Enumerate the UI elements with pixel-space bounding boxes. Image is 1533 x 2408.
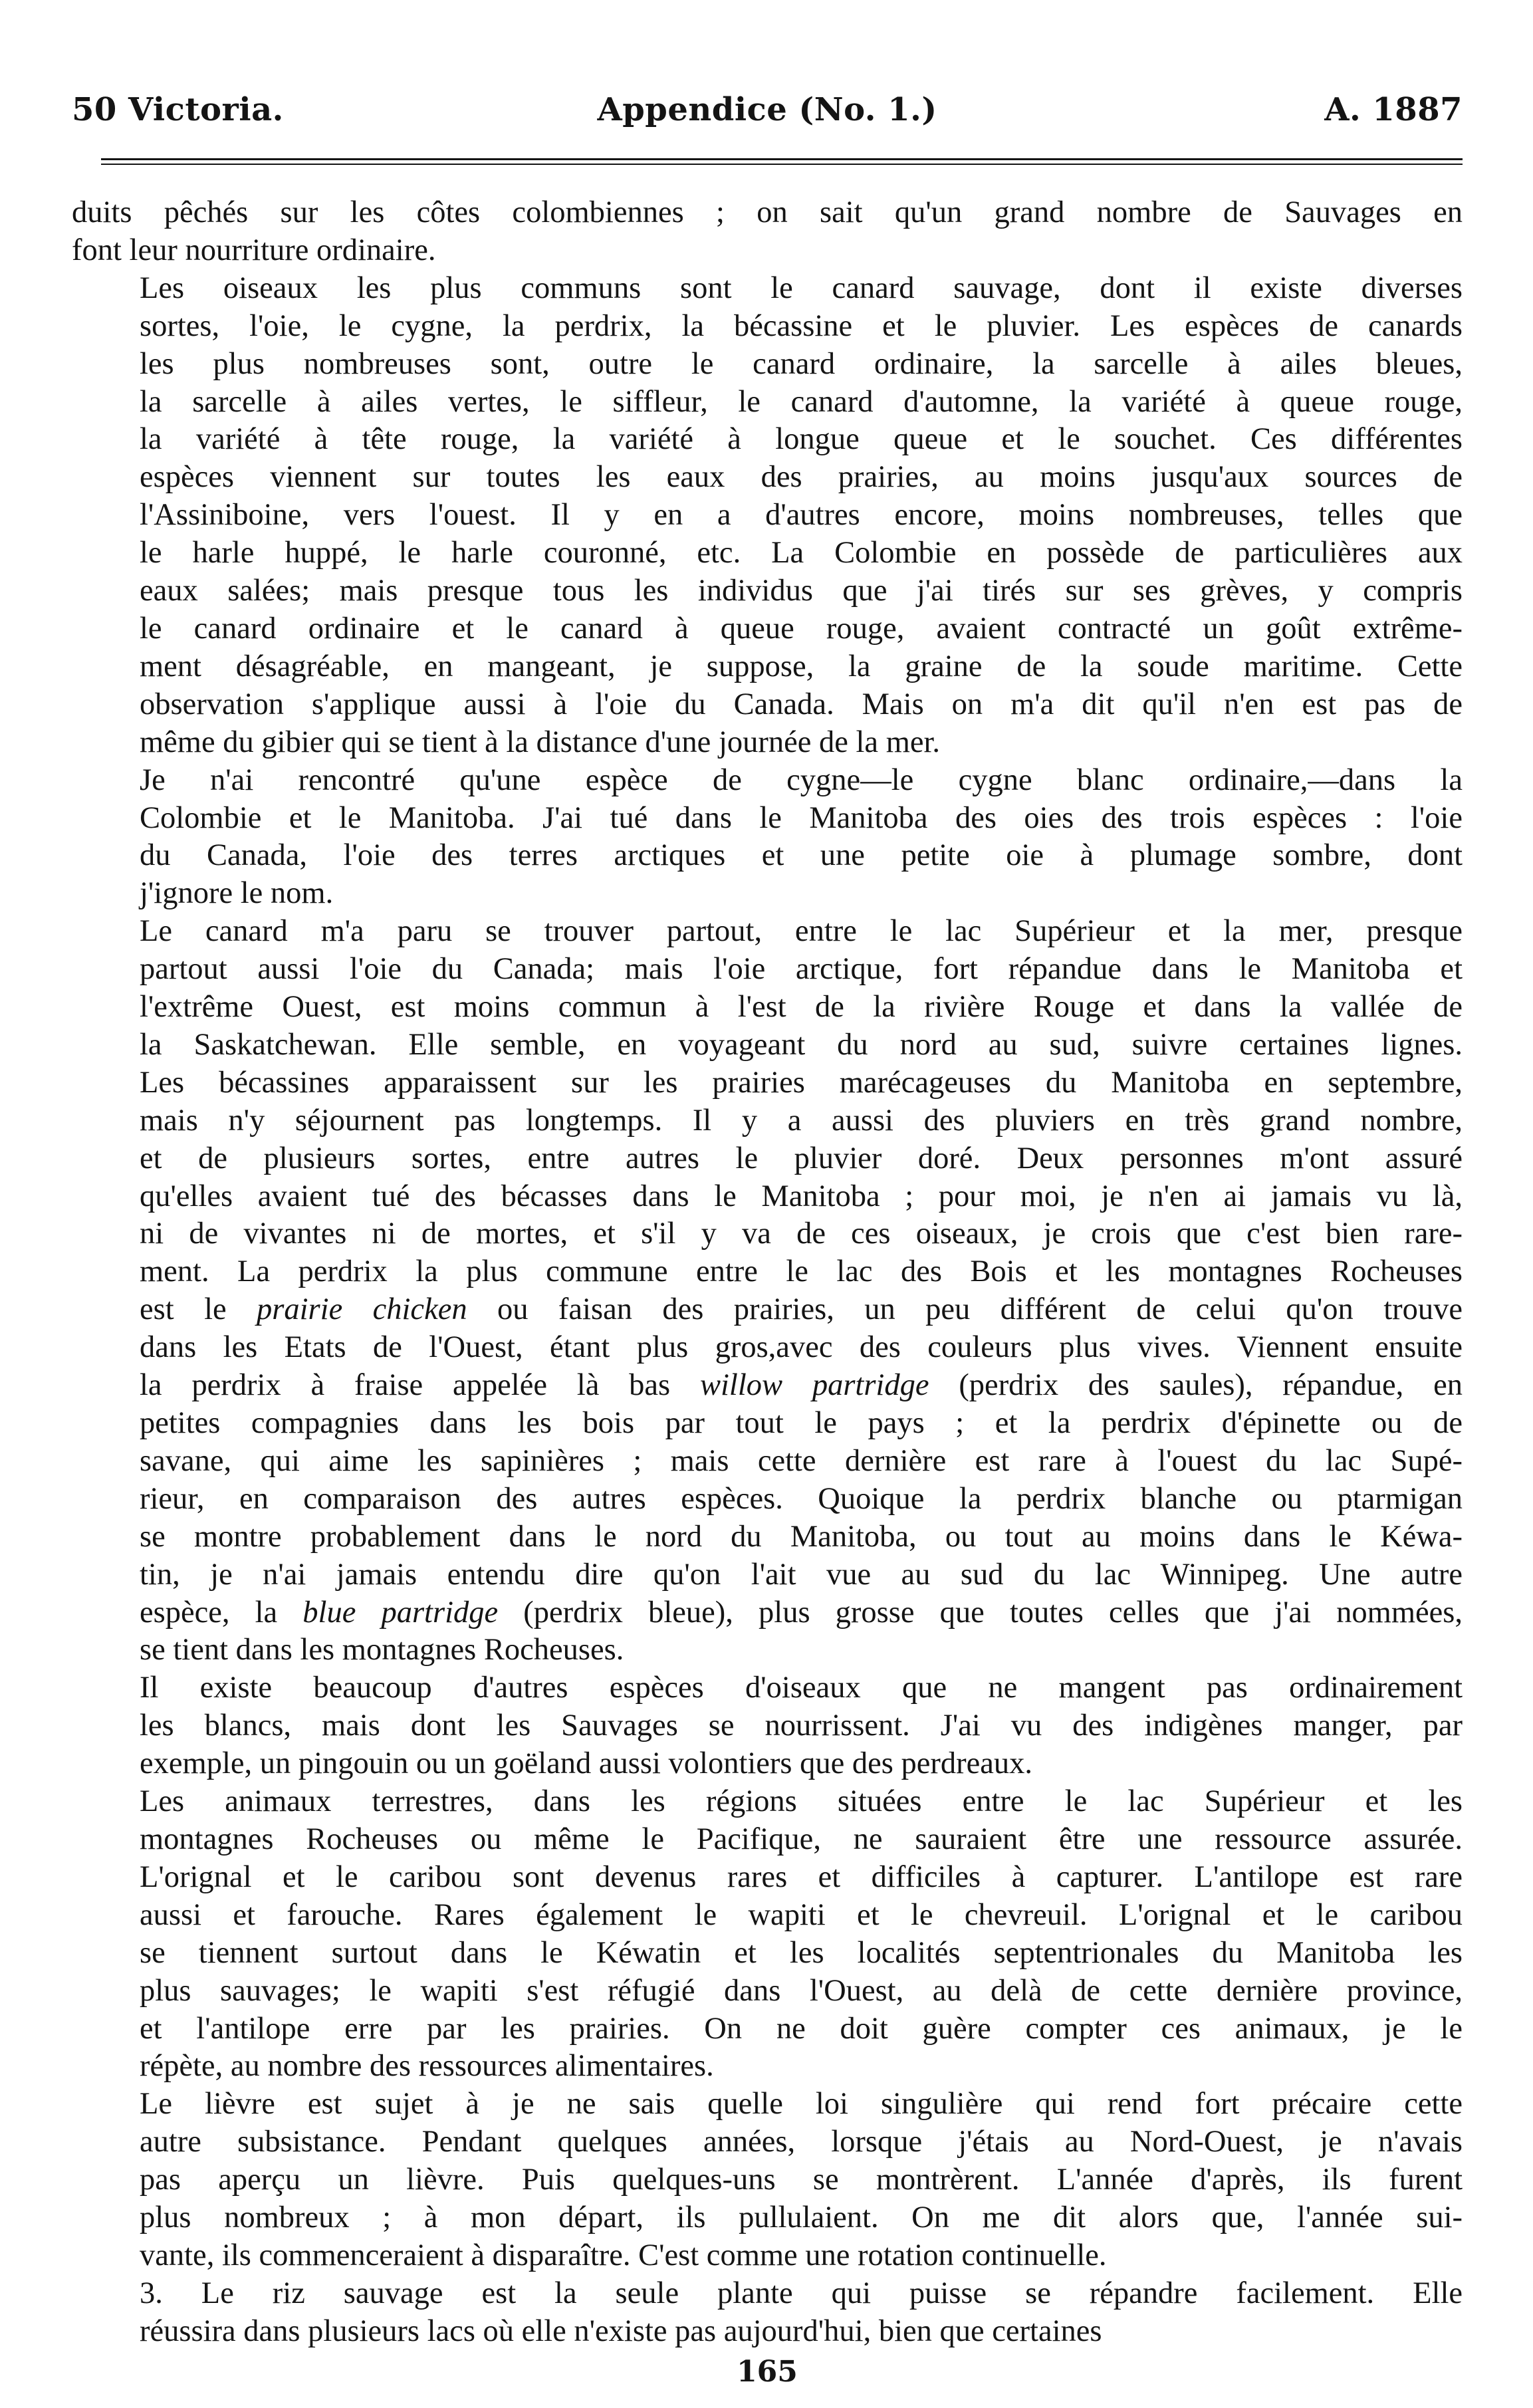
text-line: ni de vivantes ni de mortes, et s'il y va de ces oiseaux, je crois que c'est bien rare- (140, 1217, 1463, 1251)
paragraph (72, 270, 1463, 762)
header-rule (101, 158, 1463, 165)
running-header (72, 80, 1463, 140)
text-line: se tient dans les montagnes Rocheuses. (140, 1633, 624, 1667)
text-line: Les bécassines apparaissent sur les prairies marécageuses du Manitoba en septembre, (140, 1065, 1463, 1100)
text-line: 3. Le riz sauvage est la seule plante qui puisse se répandre facilement. Elle (140, 2276, 1463, 2310)
text-line: qu'elles avaient tué des bécasses dans le Manitoba ; pour moi, je n'en ai jamais vu là, (140, 1179, 1463, 1213)
text-line: réussira dans plusieurs lacs où elle n'existe pas aujourd'hui, bien que certaines (140, 2314, 1102, 2348)
text-line: l'Assiniboine, vers l'ouest. Il y en a d'autres encore, moins nombreuses, telles que (140, 498, 1463, 533)
text-line: espèces viennent sur toutes les eaux des prairies, au moins jusqu'aux sources de (140, 460, 1463, 495)
text-line: et de plusieurs sortes, entre autres le pluvier doré. Deux personnes m'ont assuré (140, 1141, 1463, 1175)
text-line: partout aussi l'oie du Canada; mais l'oie arctique, fort répandue dans le Manitoba et (140, 952, 1463, 987)
text-line: du Canada, l'oie des terres arctiques et une petite oie à plumage sombre, dont (140, 838, 1463, 873)
text-line: Je n'ai rencontré qu'une espèce de cygne—le cygne blanc ordinaire,—dans la (140, 763, 1463, 797)
paragraph (72, 1669, 1463, 1783)
text-line: plus nombreux ; à mon départ, ils pullulaient. On me dit alors que, l'année sui- (140, 2201, 1463, 2235)
text-line: espèce, la blue partridge (perdrix bleue), plus grosse que toutes celles que j'ai nommées, (140, 1595, 1463, 1629)
text-line: L'orignal et le caribou sont devenus rares et difficiles à capturer. L'antilope est rare (140, 1860, 1463, 1894)
text-line: duits pêchés sur les côtes colombiennes ; on sait qu'un grand nombre de Sauvages en (72, 195, 1463, 229)
body-text (72, 194, 1463, 2351)
text-line: la perdrix à fraise appelée là bas willow partridge (perdrix des saules), répandue, en (140, 1368, 1463, 1403)
text-line: mais n'y séjournent pas longtemps. Il y a aussi des pluviers en très grand nombre, (140, 1103, 1463, 1138)
text-line: Il existe beaucoup d'autres espèces d'oiseaux que ne mangent pas ordinairement (140, 1671, 1463, 1705)
text-line: Le lièvre est sujet à je ne sais quelle loi singulière qui rend fort précaire cette (140, 2087, 1463, 2121)
text-line: se montre probablement dans le nord du Manitoba, ou tout au moins dans le Kéwa- (140, 1519, 1463, 1554)
paragraph (72, 1783, 1463, 2086)
text-line: même du gibier qui se tient à la distance d'une journée de la mer. (140, 725, 941, 759)
paragraph (72, 194, 1463, 270)
text-line: aussi et farouche. Rares également le wapiti et le chevreuil. L'orignal et le caribou (140, 1897, 1463, 1932)
text-line: petites compagnies dans les bois par tout le pays ; et la perdrix d'épinette ou de (140, 1406, 1463, 1440)
text-line: Les animaux terrestres, dans les régions situées entre le lac Supérieur et les (140, 1784, 1463, 1819)
text-line: Le canard m'a paru se trouver partout, entre le lac Supérieur et la mer, presque (140, 914, 1463, 949)
text-line: savane, qui aime les sapinières ; mais cette dernière est rare à l'ouest du lac Supé- (140, 1443, 1463, 1478)
text-line: et l'antilope erre par les prairies. On ne doit guère compter ces animaux, je le (140, 2011, 1463, 2046)
header-appendix: Appendice (No. 1.) (597, 91, 937, 128)
paragraph (72, 762, 1463, 913)
header-session: 50 Victoria. (72, 91, 284, 128)
paragraph (72, 2275, 1463, 2351)
text-line: les plus nombreuses sont, outre le canard ordinaire, la sarcelle à ailes bleues, (140, 346, 1463, 381)
text-line: eaux salées; mais presque tous les individus que j'ai tirés sur ses grèves, y compris (140, 574, 1463, 608)
text-line: j'ignore le nom. (140, 876, 334, 911)
text-line: répète, au nombre des ressources alimentaires. (140, 2049, 714, 2084)
text-line: font leur nourriture ordinaire. (72, 233, 436, 267)
paragraph (72, 913, 1463, 1669)
text-line: ment désagréable, en mangeant, je suppose, la graine de la soude maritime. Cette (140, 649, 1463, 683)
text-line: autre subsistance. Pendant quelques années, lorsque j'étais au Nord-Ouest, je n'avais (140, 2125, 1463, 2159)
text-line: ment. La perdrix la plus commune entre le lac des Bois et les montagnes Rocheuses (140, 1255, 1463, 1289)
page-number: 165 (737, 2354, 798, 2389)
text-line: la variété à tête rouge, la variété à longue queue et le souchet. Ces différentes (140, 422, 1463, 457)
text-line: rieur, en comparaison des autres espèces. Quoique la perdrix blanche ou ptarmigan (140, 1481, 1463, 1516)
text-line: le canard ordinaire et le canard à queue rouge, avaient contracté un goût extrême- (140, 611, 1463, 646)
text-line: vante, ils commenceraient à disparaître. C'est comme une rotation continuelle. (140, 2238, 1107, 2272)
text-line: sortes, l'oie, le cygne, la perdrix, la bécassine et le pluvier. Les espèces de canards (140, 308, 1463, 343)
document-page (72, 80, 1463, 2389)
header-year: A. 1887 (1324, 91, 1463, 128)
text-line: Les oiseaux les plus communs sont le canard sauvage, dont il existe diverses (140, 271, 1463, 305)
text-line: plus sauvages; le wapiti s'est réfugié dans l'Ouest, au delà de cette dernière province, (140, 1973, 1463, 2008)
text-line: la Saskatchewan. Elle semble, en voyageant du nord au sud, suivre certaines lignes. (140, 1027, 1463, 1062)
text-line: observation s'applique aussi à l'oie du Canada. Mais on m'a dit qu'il n'en est pas de (140, 687, 1463, 721)
text-line: le harle huppé, le harle couronné, etc. La Colombie en possède de particulières aux (140, 536, 1463, 570)
text-line: pas aperçu un lièvre. Puis quelques-uns se montrèrent. L'année d'après, ils furent (140, 2163, 1463, 2197)
text-line: la sarcelle à ailes vertes, le siffleur, le canard d'automne, la variété à queue rouge, (140, 384, 1463, 419)
paragraph (72, 2086, 1463, 2275)
text-line: montagnes Rocheuses ou même le Pacifique, ne sauraient être une ressource assurée. (140, 1822, 1463, 1856)
text-line: exemple, un pingouin ou un goëland aussi volontiers que des perdreaux. (140, 1746, 1033, 1781)
text-line: tin, je n'ai jamais entendu dire qu'on l'ait vue au sud du lac Winnipeg. Une autre (140, 1557, 1463, 1592)
text-line: dans les Etats de l'Ouest, étant plus gros,avec des couleurs plus vives. Viennent ensuite (140, 1330, 1463, 1365)
text-line: est le prairie chicken ou faisan des prairies, un peu différent de celui qu'on trouve (140, 1292, 1463, 1327)
text-line: se tiennent surtout dans le Kéwatin et les localités septentrionales du Manitoba les (140, 1935, 1463, 1970)
text-line: Colombie et le Manitoba. J'ai tué dans le Manitoba des oies des trois espèces : l'oie (140, 800, 1463, 835)
text-line: les blancs, mais dont les Sauvages se nourrissent. J'ai vu des indigènes manger, par (140, 1709, 1463, 1743)
text-line: l'extrême Ouest, est moins commun à l'est de la rivière Rouge et dans la vallée de (140, 990, 1463, 1024)
